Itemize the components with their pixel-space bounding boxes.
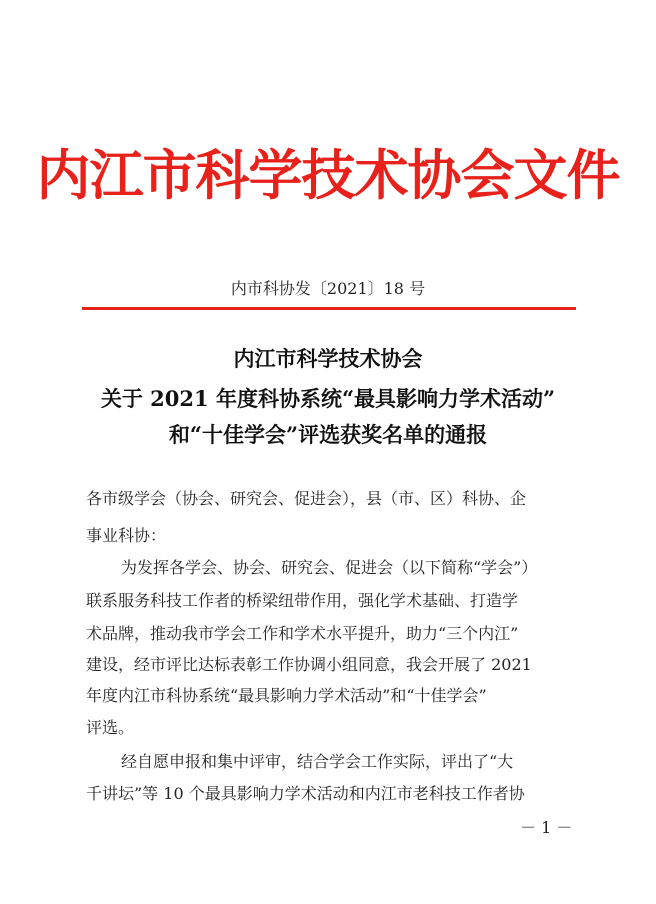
body-line: 事业科协： bbox=[86, 526, 167, 545]
notice-title-line-2: 关于 2021 年度科协系统“最具影响力学术活动” bbox=[100, 386, 556, 411]
document-masthead: 内江市科学技术协会文件 bbox=[36, 143, 620, 207]
notice-title-line-3: 和“十佳学会”评选获奖名单的通报 bbox=[168, 422, 488, 447]
notice-title-line-1: 内江市科学技术协会 bbox=[233, 346, 423, 371]
header-divider bbox=[82, 307, 576, 310]
body-line: 千讲坛”等 10 个最具影响力学术活动和内江市老科技工作者协 bbox=[86, 784, 525, 803]
body-line: 年度内江市科协系统“最具影响力学术活动”和“十佳学会” bbox=[86, 686, 487, 705]
page-number: － 1 － bbox=[520, 818, 573, 837]
body-line: 建设，经市评比达标表彰工作协调小组同意，我会开展了 2021 bbox=[86, 655, 532, 674]
body-line: 评选。 bbox=[86, 718, 135, 737]
body-line: 为发挥各学会、协会、研究会、促进会（以下简称“学会”） bbox=[121, 558, 538, 577]
document-number: 内市科协发〔2021〕18 号 bbox=[230, 279, 426, 298]
body-line: 联系服务科技工作者的桥梁纽带作用，强化学术基础、打造学 bbox=[86, 591, 519, 610]
body-line: 经自愿申报和集中评审，结合学会工作实际，评出了“大 bbox=[121, 752, 514, 771]
body-line: 各市级学会（协会、研究会、促进会），县（市、区）科协、企 bbox=[86, 489, 527, 508]
body-line: 术品牌，推动我市学会工作和学术水平提升，助力“三个内江” bbox=[86, 624, 519, 643]
